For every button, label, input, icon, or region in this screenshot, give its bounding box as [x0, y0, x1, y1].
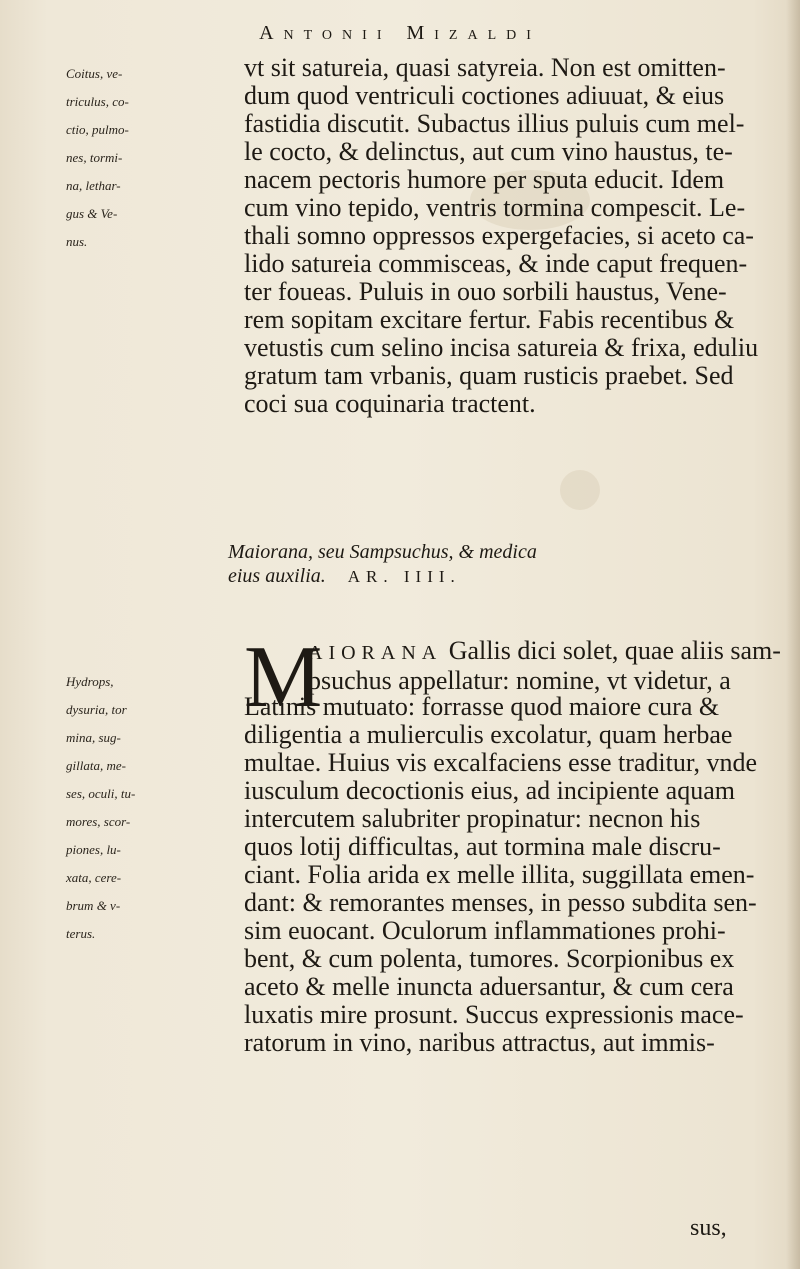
text-line: vt sit satureia, quasi satyreia. Non est omitten-: [244, 53, 726, 82]
margin-note-line: mina, sug-: [66, 730, 121, 745]
text-line: dant: & remorantes menses, in pesso subdita sen-: [244, 888, 757, 917]
text-line: rem sopitam excitare fertur. Fabis recentibus &: [244, 305, 735, 334]
text-line: le cocto, & delinctus, aut cum vino haustus, te-: [244, 137, 733, 166]
text-line: bent, & cum polenta, tumores. Scorpionibus ex: [244, 944, 735, 973]
margin-note-line: gillata, me-: [66, 758, 126, 773]
text-line: lido satureia commisceas, & inde caput frequen-: [244, 249, 748, 278]
margin-note-line: ses, oculi, tu-: [66, 786, 136, 801]
margin-note-bottom: [66, 668, 164, 948]
text-line: intercutem salubriter propinatur: necnon his: [244, 804, 701, 833]
text-line: fastidia discutit. Subactus illius puluis cum mel-: [244, 109, 745, 138]
text-line: ratorum in vino, naribus attractus, aut immis-: [244, 1028, 715, 1057]
text-line: ciant. Folia arida ex melle illita, suggillata emen-: [244, 860, 755, 889]
text-line: [308, 636, 781, 667]
article-number: AR. IIII.: [347, 567, 461, 586]
text-fragment: Gallis dici solet, quae aliis sam-: [442, 636, 781, 665]
chapter-title-tail: eius auxilia.: [228, 565, 326, 587]
text-line: nacem pectoris humore per sputa educit. Idem: [244, 165, 725, 194]
text-line: gratum tam vrbanis, quam rusticis praebet. Sed: [244, 361, 734, 390]
margin-note-line: brum & v-: [66, 898, 121, 913]
chapter-title: [228, 540, 708, 589]
text-line: thali somno oppressos expergefacies, si aceto ca-: [244, 221, 754, 250]
text-line: iusculum decoctionis eius, ad incipiente aquam: [244, 776, 735, 805]
paragraph-satureia: [244, 54, 774, 418]
text-line: psuchus appellatur: nomine, vt videtur, a: [308, 666, 731, 695]
running-head: Antonii Mizaldi: [259, 22, 541, 44]
margin-note-top: [66, 60, 164, 256]
text-line: luxatis mire prosunt. Succus expressionis mace-: [244, 1000, 744, 1029]
margin-note-line: Coitus, ve-: [66, 66, 123, 81]
margin-note-line: xata, cere-: [66, 870, 122, 885]
text-line: Latinis mutuato: forrasse quod maiore cura &: [244, 692, 720, 721]
margin-note-line: dysuria, tor: [66, 702, 127, 717]
chapter-title-line: Maiorana, seu Sampsuchus, & medica: [228, 541, 537, 563]
margin-note-line: gus & Ve-: [66, 206, 118, 221]
chapter-title-line: [228, 564, 708, 589]
margin-note-line: triculus, co-: [66, 94, 129, 109]
margin-note-line: ctio, pulmo-: [66, 122, 129, 137]
paper-stain: [560, 470, 600, 510]
paragraph-maiorana: [244, 693, 774, 1057]
drop-cap: M: [244, 629, 323, 726]
text-line: multae. Huius vis excalfaciens esse traditur, vnde: [244, 748, 758, 777]
text-line: cum vino tepido, ventris tormina compescit. Le-: [244, 193, 746, 222]
text-line: vetustis cum selino incisa satureia & frixa, eduliu: [244, 333, 759, 362]
text-line: coci sua coquinaria tractent.: [244, 389, 536, 418]
margin-note-line: piones, lu-: [66, 842, 121, 857]
text-line: ter foueas. Puluis in ouo sorbili haustus, Vene-: [244, 277, 727, 306]
margin-note-line: na, lethar-: [66, 178, 121, 193]
text-line: quos lotij difficultas, aut tormina male discru-: [244, 832, 721, 861]
margin-note-line: nes, tormi-: [66, 150, 123, 165]
text-line: diligentia a mulierculis excolatur, quam herbae: [244, 720, 733, 749]
paragraph-opening: [308, 636, 781, 695]
text-line: dum quod ventriculi coctiones adiuuat, & eius: [244, 81, 725, 110]
margin-note-line: nus.: [66, 234, 88, 249]
page-edge-shadow: [786, 0, 800, 1269]
text-line: sim euocant. Oculorum inflammationes prohi-: [244, 916, 726, 945]
catchword: sus,: [690, 1215, 727, 1241]
margin-note-line: Hydrops,: [66, 674, 114, 689]
margin-note-line: mores, scor-: [66, 814, 131, 829]
small-caps-word: AIORANA: [308, 642, 443, 664]
margin-note-line: terus.: [66, 926, 96, 941]
text-line: aceto & melle inuncta aduersantur, & cum cera: [244, 972, 734, 1001]
